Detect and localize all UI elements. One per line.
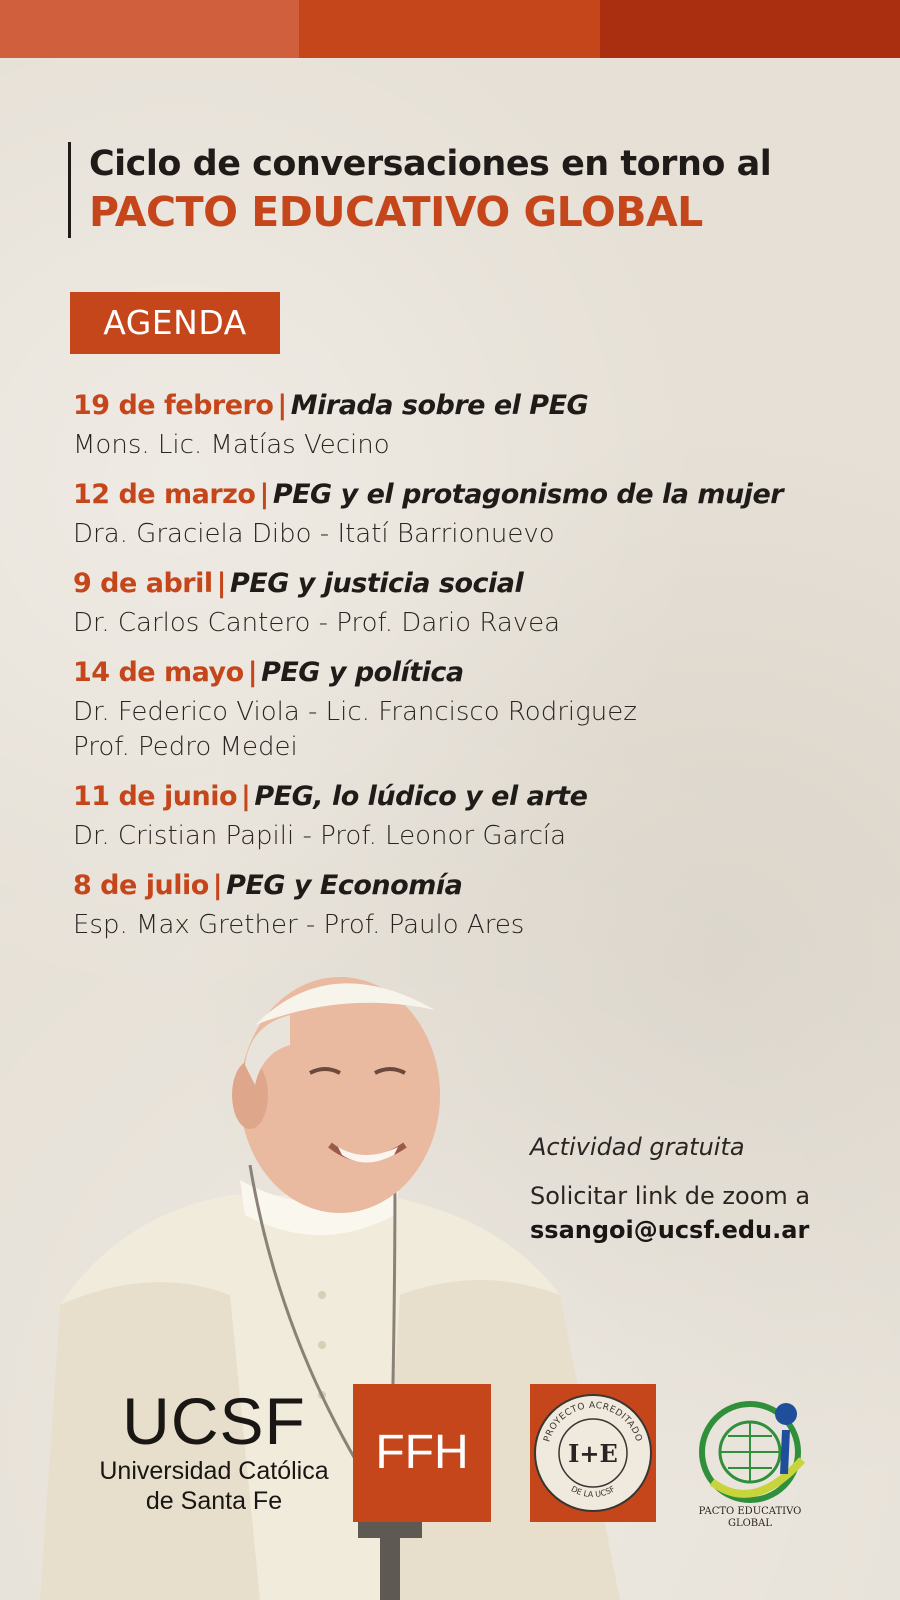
pacto-logo-line1: PACTO EDUCATIVO	[698, 1506, 802, 1517]
ie-ring-top-text: PROYECTO ACREDITADO	[542, 1400, 644, 1444]
pacto-logo-line2: GLOBAL	[727, 1518, 773, 1529]
ucsf-logo-line1: Universidad Católica	[99, 1457, 329, 1485]
entry-topic: PEG y el protagonismo de la mujer	[272, 479, 784, 510]
entry-date: 8 de julio	[73, 870, 209, 901]
top-bar-segment-left	[0, 0, 299, 58]
entry-date: 9 de abril	[73, 568, 213, 599]
entry-topic: Mirada sobre el PEG	[290, 390, 589, 421]
entry-topic: PEG y justicia social	[229, 568, 524, 599]
entry-speakers: Dr. Cristian Papili - Prof. Leonor García	[73, 821, 567, 851]
agenda-list	[73, 384, 893, 953]
zoom-request-text: Solicitar link de zoom a	[530, 1182, 811, 1210]
agenda-entry	[73, 384, 893, 463]
ucsf-logo-wordmark: UCSF	[122, 1384, 306, 1458]
entry-separator: |	[241, 781, 251, 812]
contact-email: ssangoi@ucsf.edu.ar	[530, 1216, 810, 1244]
entry-topic: PEG, lo lúdico y el arte	[254, 781, 588, 812]
agenda-entry	[73, 562, 893, 641]
entry-speakers: Dr. Carlos Cantero - Prof. Dario Ravea	[73, 608, 561, 638]
agenda-entry	[73, 473, 893, 552]
entry-speakers: Prof. Pedro Medei	[73, 732, 298, 762]
entry-separator: |	[212, 870, 223, 901]
info-block	[530, 1130, 810, 1247]
ucsf-logo-line2: de Santa Fe	[145, 1487, 283, 1515]
top-color-bar	[0, 0, 900, 58]
ucsf-logo	[84, 1386, 344, 1516]
entry-separator: |	[277, 390, 287, 421]
agenda-entry	[73, 775, 893, 854]
ie-center-text: I+E	[568, 1439, 618, 1468]
agenda-label: AGENDA	[70, 292, 280, 354]
entry-date: 12 de marzo	[73, 479, 256, 510]
ffh-logo: FFH	[353, 1384, 491, 1522]
entry-separator: |	[259, 479, 269, 510]
top-bar-segment-middle	[299, 0, 600, 58]
entry-date: 11 de junio	[73, 781, 238, 812]
entry-topic: PEG y Economía	[226, 870, 463, 901]
ie-ring-bottom-text: DE LA UCSF	[569, 1484, 617, 1500]
entry-speakers: Dra. Graciela Dibo - Itatí Barrionuevo	[73, 519, 555, 549]
entry-separator: |	[247, 657, 258, 688]
title-heading: PACTO EDUCATIVO GLOBAL	[89, 188, 703, 236]
entry-topic: PEG y política	[261, 657, 464, 688]
entry-date: 14 de mayo	[73, 657, 244, 688]
agenda-entry	[73, 864, 893, 943]
entry-separator: |	[216, 568, 226, 599]
free-activity-note: Actividad gratuita	[530, 1133, 745, 1161]
title-block	[68, 142, 771, 238]
entry-speakers: Mons. Lic. Matías Vecino	[73, 430, 390, 460]
entry-speakers: Dr. Federico Viola - Lic. Francisco Rodriguez	[73, 697, 637, 727]
ie-accreditation-logo	[530, 1384, 656, 1522]
agenda-entry	[73, 651, 893, 765]
entry-speakers: Esp. Max Grether - Prof. Paulo Ares	[73, 910, 525, 940]
title-subheading: Ciclo de conversaciones en torno al	[89, 144, 772, 184]
entry-date: 19 de febrero	[73, 390, 274, 421]
top-bar-segment-right	[600, 0, 900, 58]
pacto-educativo-logo-icon	[694, 1396, 810, 1516]
pacto-educativo-logo-text	[680, 1506, 820, 1530]
